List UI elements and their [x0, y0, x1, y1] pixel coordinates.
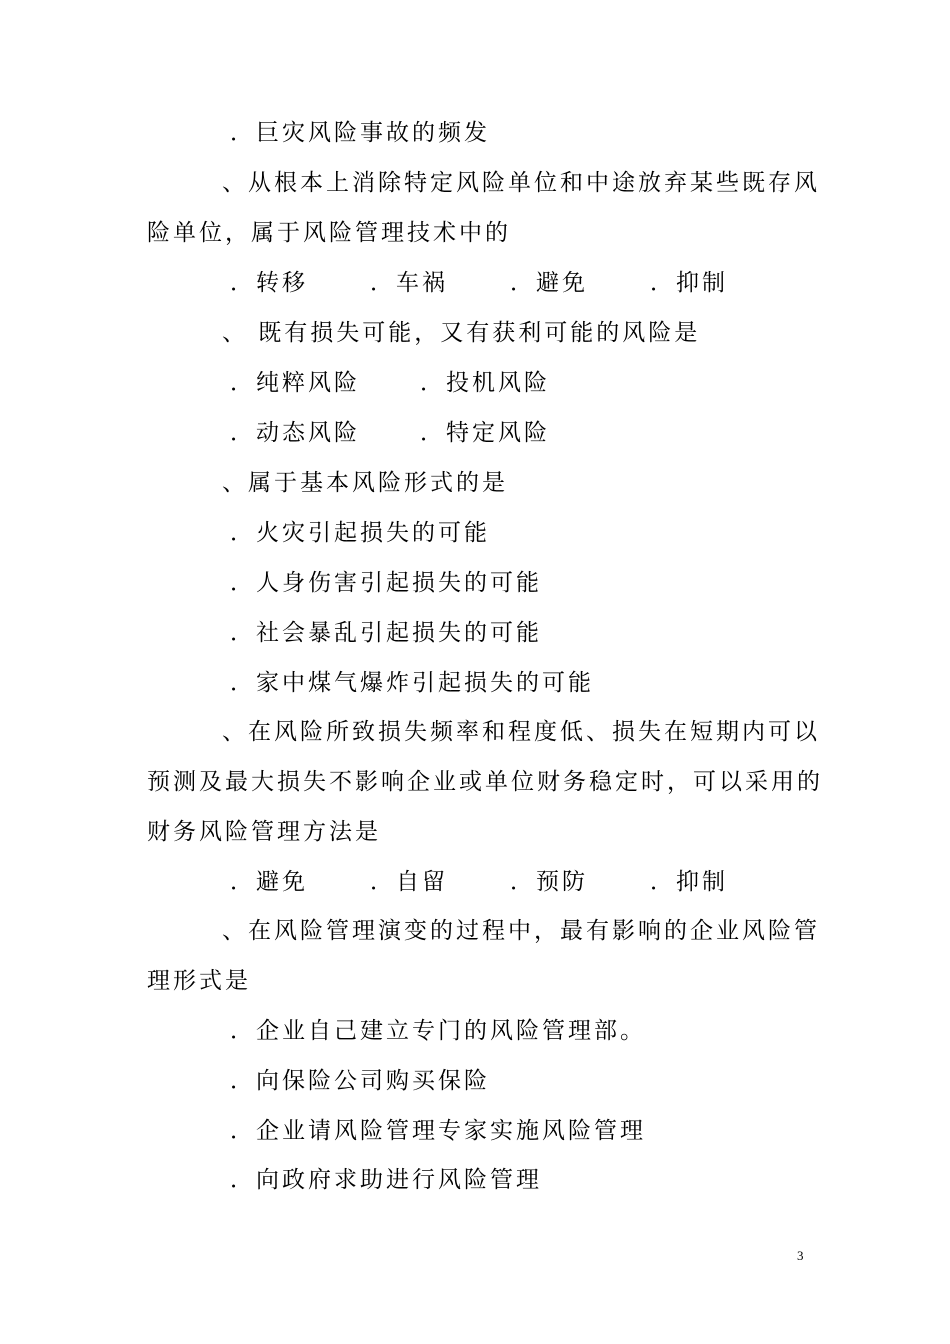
option-b: ．人身伤害引起损失的可能 [230, 570, 542, 596]
option-b: ．投机风险 [420, 370, 550, 396]
page-number: 3 [797, 1248, 804, 1263]
option-a: ．避免 [230, 869, 308, 895]
option-d: ．特定风险 [420, 420, 550, 446]
option-a: ．转移 [230, 270, 308, 296]
option-b: ．车祸 [370, 270, 448, 296]
question-line: 、属于基本风险形式的是 [222, 470, 508, 496]
option-d: ．向政府求助进行风险管理 [230, 1167, 542, 1193]
question-line: 、在风险所致损失频率和程度低、损失在短期内可以 [222, 719, 820, 745]
option-c: ．预防 [510, 869, 588, 895]
option-line: ．巨灾风险事故的频发 [230, 120, 490, 146]
option-c: ．动态风险 [230, 420, 360, 446]
question-line: 预测及最大损失不影响企业或单位财务稳定时，可以采用的 [147, 769, 823, 795]
option-d: ．抑制 [650, 869, 728, 895]
option-b: ．向保险公司购买保险 [230, 1068, 490, 1094]
question-line: 、从根本上消除特定风险单位和中途放弃某些既存风 [222, 170, 820, 196]
option-d: ．家中煤气爆炸引起损失的可能 [230, 670, 594, 696]
option-a: ．火灾引起损失的可能 [230, 520, 490, 546]
question-line: 、在风险管理演变的过程中，最有影响的企业风险管 [222, 918, 820, 944]
option-b: ．自留 [370, 869, 448, 895]
option-c: ．避免 [510, 270, 588, 296]
option-a: ．纯粹风险 [230, 370, 360, 396]
option-c: ．社会暴乱引起损失的可能 [230, 620, 542, 646]
question-line: 、 既有损失可能，又有获利可能的风险是 [222, 320, 701, 346]
question-line: 财务风险管理方法是 [147, 819, 381, 845]
question-line: 险单位，属于风险管理技术中的 [147, 220, 511, 246]
option-a: ．企业自己建立专门的风险管理部。 [230, 1018, 646, 1044]
option-c: ．企业请风险管理专家实施风险管理 [230, 1118, 646, 1144]
question-line: 理形式是 [147, 968, 251, 994]
option-d: ．抑制 [650, 270, 728, 296]
